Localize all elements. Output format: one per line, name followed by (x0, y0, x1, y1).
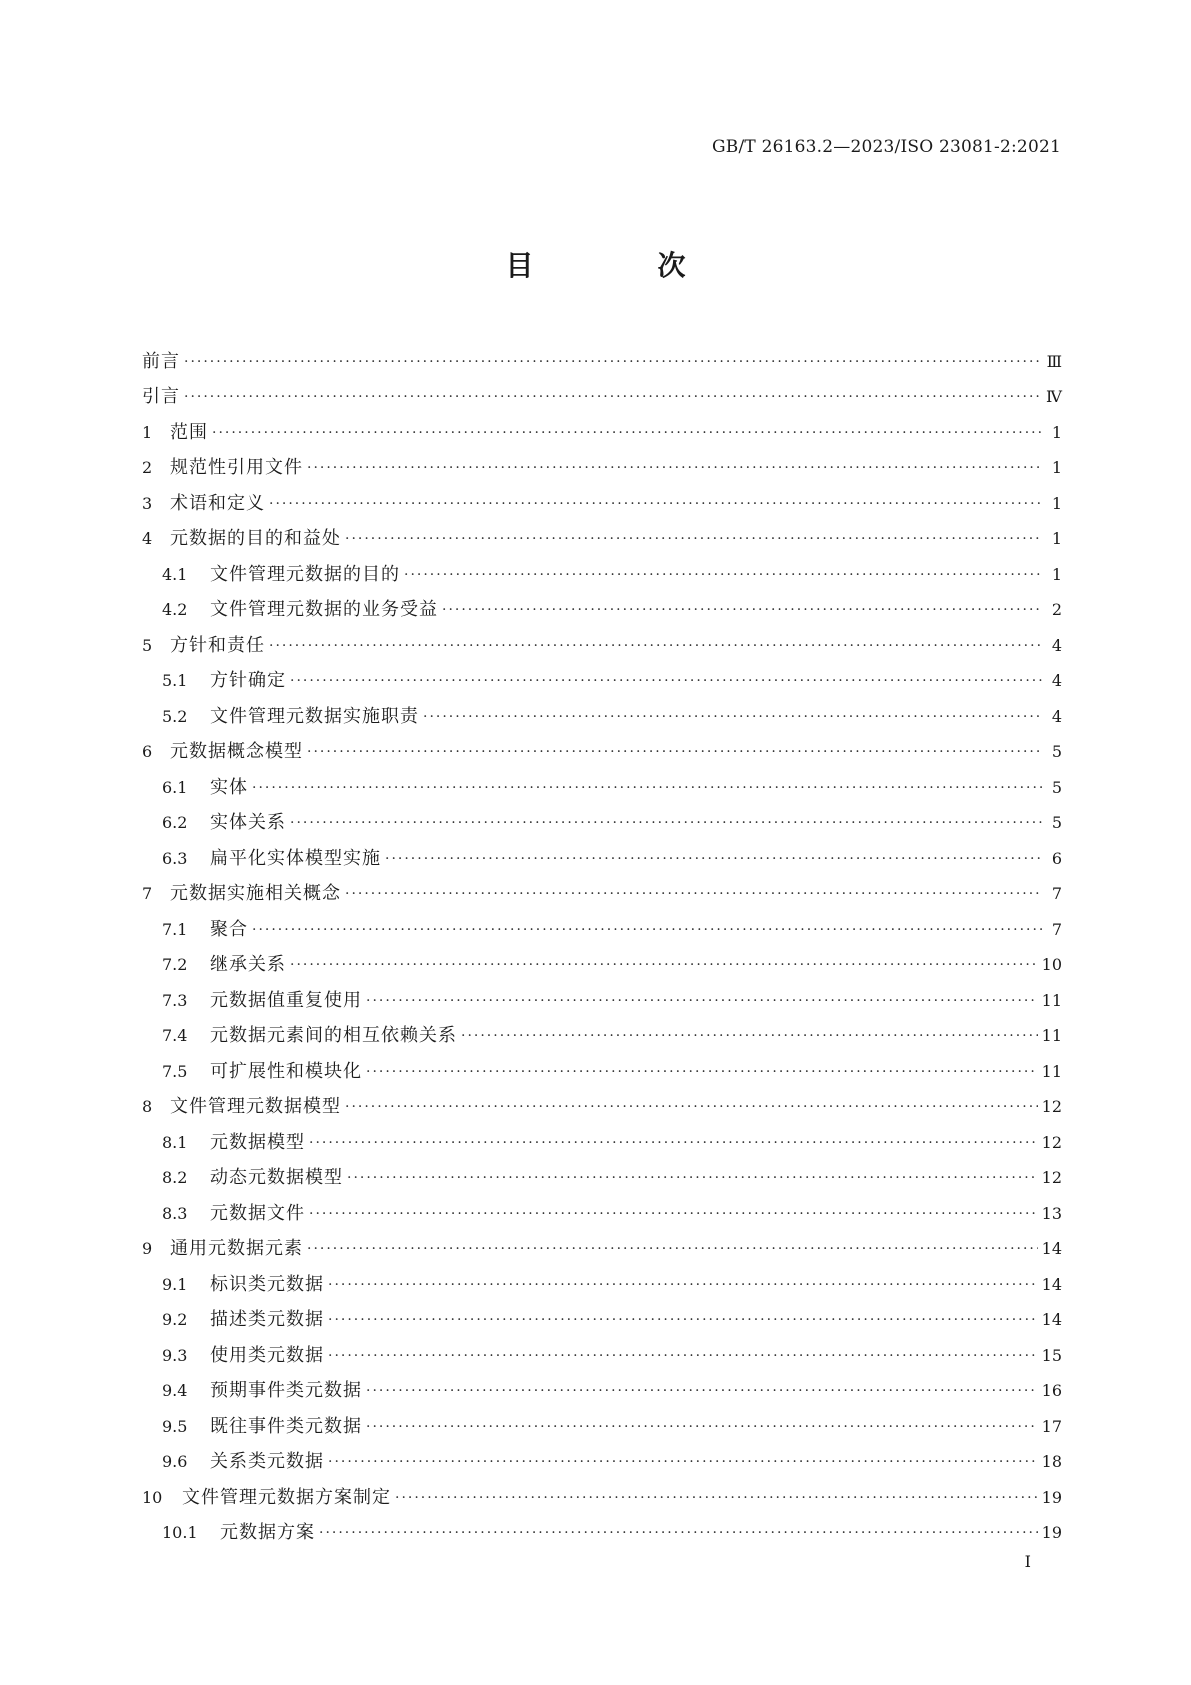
toc-entry-label: 继承关系 (210, 954, 286, 976)
toc-entry[interactable] (142, 1019, 1062, 1055)
toc-entry-number: 5 (142, 635, 153, 655)
toc-entry-number: 9.5 (162, 1416, 188, 1436)
dot-leader (385, 849, 1042, 869)
toc-entry-page: 7 (1051, 919, 1062, 939)
toc-entry-page: 12 (1041, 1097, 1062, 1117)
dot-leader (366, 991, 1038, 1011)
dot-leader (366, 1381, 1038, 1401)
toc-entry-page: 1 (1051, 458, 1062, 478)
toc-entry-number: 10.1 (162, 1523, 198, 1543)
toc-entry[interactable] (142, 912, 1062, 948)
dot-leader (345, 884, 1042, 904)
toc-entry-page: Ⅲ (1046, 351, 1062, 371)
toc-entry[interactable] (142, 806, 1062, 842)
toc-entry-page: 1 (1051, 529, 1062, 549)
toc-entry-label: 文件管理元数据实施职责 (210, 705, 419, 727)
toc-entry-number: 7.5 (162, 1061, 188, 1081)
page-title: 目 次 (505, 249, 734, 282)
toc-entry[interactable] (142, 1161, 1062, 1197)
toc-entry-page: 5 (1051, 777, 1062, 797)
toc-entry-number: 7 (142, 884, 153, 904)
toc-entry[interactable] (142, 486, 1062, 522)
toc-entry-label: 实体 (210, 776, 248, 798)
dot-leader (328, 1452, 1038, 1472)
toc-entry-page: 12 (1041, 1168, 1062, 1188)
toc-entry-page: 1 (1051, 564, 1062, 584)
toc-entry-label: 引言 (142, 386, 180, 408)
toc-entry-label: 元数据元素间的相互依赖关系 (210, 1025, 457, 1047)
toc-entry-page: 11 (1041, 990, 1062, 1010)
toc-entry-number: 2 (142, 458, 153, 478)
dot-leader (366, 1417, 1038, 1437)
toc-entry-page: 4 (1051, 635, 1062, 655)
toc-entry[interactable] (142, 699, 1062, 735)
toc-entry-page: 19 (1041, 1523, 1062, 1543)
toc-entry-label: 标识类元数据 (210, 1273, 324, 1295)
toc-entry-label: 通用元数据元素 (170, 1238, 303, 1260)
toc-entry-page: 11 (1041, 1061, 1062, 1081)
toc-entry-page: 1 (1051, 422, 1062, 442)
toc-entry[interactable] (142, 664, 1062, 700)
toc-entry-page: 13 (1041, 1203, 1062, 1223)
toc-entry[interactable] (142, 1445, 1062, 1481)
toc-entry-label: 实体关系 (210, 812, 286, 834)
toc-entry-number: 5.1 (162, 671, 188, 691)
dot-leader (328, 1310, 1038, 1330)
dot-leader (328, 1275, 1038, 1295)
dot-leader (442, 600, 1042, 620)
toc-entry-number: 4 (142, 529, 153, 549)
toc-entry-page: 19 (1041, 1487, 1062, 1507)
toc-entry-page: 10 (1041, 955, 1062, 975)
toc-entry-label: 文件管理元数据的目的 (210, 563, 400, 585)
dot-leader (290, 671, 1042, 691)
dot-leader (184, 387, 1042, 407)
toc-entry-page: 4 (1051, 671, 1062, 691)
toc-entry-label: 前言 (142, 350, 180, 372)
toc-entry-number: 3 (142, 493, 153, 513)
toc-entry-page: 2 (1051, 600, 1062, 620)
toc-entry-page: 15 (1041, 1345, 1062, 1365)
toc-entry-label: 可扩展性和模块化 (210, 1060, 362, 1082)
toc-entry-number: 9.6 (162, 1452, 188, 1472)
toc-entry-number: 8 (142, 1097, 153, 1117)
toc-entry-label: 术语和定义 (170, 492, 265, 514)
toc-entry-number: 1 (142, 422, 153, 442)
toc-entry-label: 关系类元数据 (210, 1451, 324, 1473)
dot-leader (395, 1488, 1038, 1508)
toc-entry-label: 使用类元数据 (210, 1344, 324, 1366)
dot-leader (269, 636, 1042, 656)
toc-entry-label: 规范性引用文件 (170, 457, 303, 479)
toc-entry-label: 元数据模型 (210, 1131, 305, 1153)
dot-leader (366, 1062, 1038, 1082)
dot-leader (290, 813, 1042, 833)
dot-leader (307, 458, 1042, 478)
dot-leader (184, 352, 1042, 372)
toc-entry[interactable] (142, 415, 1062, 451)
toc-entry[interactable] (142, 557, 1062, 593)
toc-entry-number: 9.2 (162, 1310, 188, 1330)
toc-entry-label: 元数据值重复使用 (210, 989, 362, 1011)
dot-leader (269, 494, 1042, 514)
toc-entry-page: 1 (1051, 493, 1062, 513)
dot-leader (328, 1346, 1038, 1366)
toc-entry[interactable] (142, 1374, 1062, 1410)
toc-entry-label: 文件管理元数据方案制定 (182, 1486, 391, 1508)
toc-entry-number: 4.1 (162, 564, 188, 584)
toc-entry[interactable] (142, 1409, 1062, 1445)
toc-entry[interactable] (142, 1267, 1062, 1303)
toc-entry-number: 6.1 (162, 777, 188, 797)
toc-entry-label: 元数据的目的和益处 (170, 528, 341, 550)
toc-entry[interactable] (142, 451, 1062, 487)
dot-leader (252, 920, 1042, 940)
toc-entry[interactable] (142, 735, 1062, 771)
toc-entry-label: 聚合 (210, 918, 248, 940)
dot-leader (345, 1097, 1038, 1117)
toc-entry-page: 14 (1041, 1239, 1062, 1259)
toc-entry-page: 5 (1051, 742, 1062, 762)
toc-entry[interactable] (142, 1232, 1062, 1268)
toc-entry-label: 文件管理元数据模型 (170, 1096, 341, 1118)
toc-entry-label: 扁平化实体模型实施 (210, 847, 381, 869)
dot-leader (309, 1204, 1038, 1224)
toc-entry-page: Ⅳ (1046, 387, 1062, 407)
toc-entry-label: 方针确定 (210, 670, 286, 692)
toc-entry-page: 17 (1041, 1416, 1062, 1436)
toc-entry-page: 7 (1051, 884, 1062, 904)
toc-entry-page: 11 (1041, 1026, 1062, 1046)
toc-entry-number: 4.2 (162, 600, 188, 620)
toc-entry[interactable] (142, 593, 1062, 629)
toc-entry-number: 9 (142, 1239, 153, 1259)
toc-entry[interactable] (142, 1303, 1062, 1339)
toc-entry-label: 元数据文件 (210, 1202, 305, 1224)
footer-page-number: I (1024, 1552, 1031, 1571)
toc-entry-page: 12 (1041, 1132, 1062, 1152)
standard-code: GB/T 26163.2—2023/ISO 23081-2:2021 (712, 137, 1061, 157)
toc-entry-number: 7.1 (162, 919, 188, 939)
toc-entry-label: 元数据概念模型 (170, 741, 303, 763)
dot-leader (461, 1026, 1038, 1046)
toc-entry[interactable] (142, 770, 1062, 806)
toc-entry-page: 5 (1051, 813, 1062, 833)
toc-entry[interactable] (142, 1480, 1062, 1516)
toc-entry-page: 4 (1051, 706, 1062, 726)
toc-entry-number: 9.4 (162, 1381, 188, 1401)
toc-entry-label: 预期事件类元数据 (210, 1380, 362, 1402)
dot-leader (309, 1133, 1038, 1153)
toc-entry[interactable] (142, 1516, 1062, 1552)
toc-entry-number: 5.2 (162, 706, 188, 726)
dot-leader (347, 1168, 1038, 1188)
dot-leader (345, 529, 1042, 549)
toc-entry-number: 6.3 (162, 848, 188, 868)
toc-entry[interactable] (142, 1338, 1062, 1374)
toc-entry-page: 14 (1041, 1310, 1062, 1330)
toc-entry-number: 7.3 (162, 990, 188, 1010)
toc-entry-label: 范围 (170, 421, 208, 443)
toc-entry-number: 8.2 (162, 1168, 188, 1188)
toc-entry-number: 7.2 (162, 955, 188, 975)
toc-entry-label: 描述类元数据 (210, 1309, 324, 1331)
toc-entry[interactable] (142, 948, 1062, 984)
dot-leader (319, 1523, 1038, 1543)
dot-leader (307, 1239, 1038, 1259)
dot-leader (423, 707, 1042, 727)
toc-entry[interactable] (142, 983, 1062, 1019)
toc-entry-page: 14 (1041, 1274, 1062, 1294)
toc-entry[interactable] (142, 877, 1062, 913)
toc-entry-number: 7.4 (162, 1026, 188, 1046)
toc-entry[interactable] (142, 1090, 1062, 1126)
dot-leader (404, 565, 1042, 585)
toc-entry-number: 9.1 (162, 1274, 188, 1294)
toc-entry[interactable] (142, 628, 1062, 664)
toc-entry-number: 10 (142, 1487, 163, 1507)
dot-leader (252, 778, 1042, 798)
toc-entry-label: 文件管理元数据的业务受益 (210, 599, 438, 621)
toc-entry-page: 6 (1051, 848, 1062, 868)
toc-entry-label: 元数据实施相关概念 (170, 883, 341, 905)
toc-entry-page: 18 (1041, 1452, 1062, 1472)
toc-entry-label: 既往事件类元数据 (210, 1415, 362, 1437)
dot-leader (212, 423, 1042, 443)
toc-entry[interactable] (142, 344, 1062, 380)
toc-entry[interactable] (142, 841, 1062, 877)
toc-entry-number: 6.2 (162, 813, 188, 833)
dot-leader (290, 955, 1038, 975)
toc-entry-number: 8.3 (162, 1203, 188, 1223)
toc-entry-number: 9.3 (162, 1345, 188, 1365)
toc-entry-page: 16 (1041, 1381, 1062, 1401)
toc-entry-label: 方针和责任 (170, 634, 265, 656)
table-of-contents (142, 344, 1062, 1551)
toc-entry-number: 8.1 (162, 1132, 188, 1152)
toc-entry[interactable] (142, 522, 1062, 558)
toc-entry-label: 元数据方案 (220, 1522, 315, 1544)
toc-entry[interactable] (142, 1196, 1062, 1232)
dot-leader (307, 742, 1042, 762)
toc-entry[interactable] (142, 1125, 1062, 1161)
toc-entry[interactable] (142, 380, 1062, 416)
toc-entry-number: 6 (142, 742, 153, 762)
toc-entry-label: 动态元数据模型 (210, 1167, 343, 1189)
toc-entry[interactable] (142, 1054, 1062, 1090)
